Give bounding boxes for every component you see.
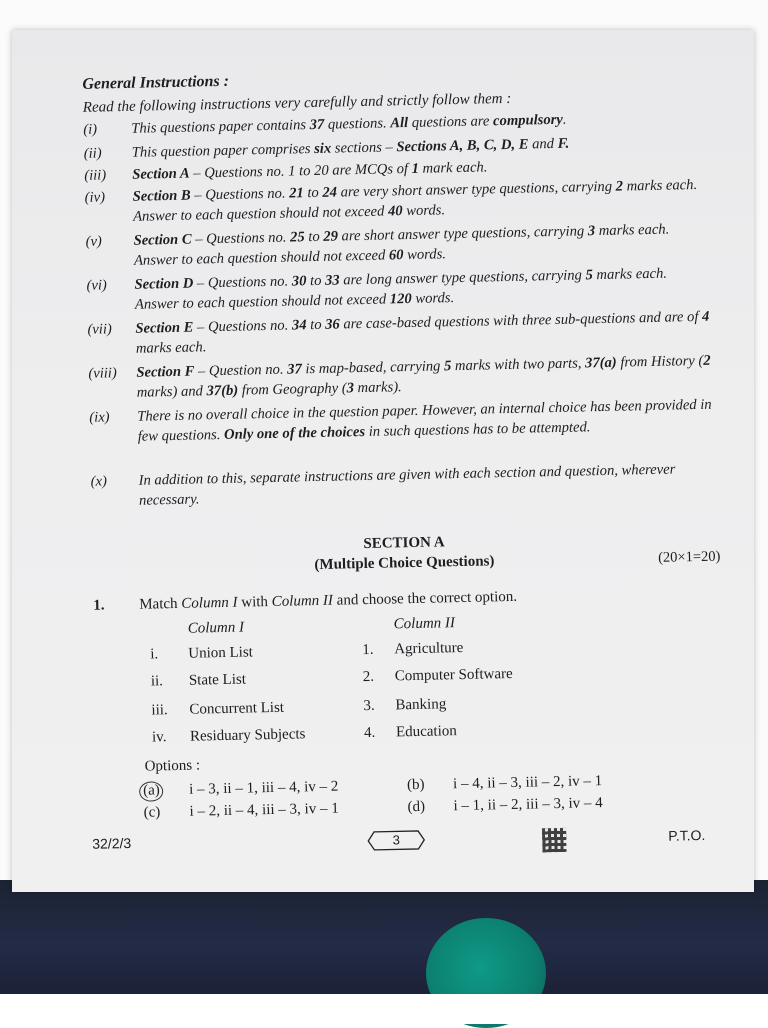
section-marks: (20×1=20)	[657, 548, 721, 566]
column-one-item: State List	[188, 671, 247, 689]
instruction-item	[89, 395, 716, 448]
paper-code: 32/2/3	[92, 834, 132, 852]
instruction-number: (ii)	[83, 145, 102, 162]
qr-code-icon	[542, 828, 566, 852]
general-instructions-title: General Instructions :	[82, 72, 230, 93]
row-number: 3.	[363, 697, 375, 715]
question-number: 1.	[93, 597, 105, 614]
column-one-item: Concurrent List	[189, 699, 285, 718]
instruction-text: Section D – Questions no. 30 to 33 are long answer type questions, carrying 5 marks each. Answer to each question should not exceed 120 words.	[134, 265, 668, 313]
instruction-text: This questions paper contains 37 questions. All questions are compulsory.	[131, 111, 567, 137]
column-two-item: Banking	[395, 696, 447, 714]
row-number: 2.	[362, 668, 375, 686]
row-roman-numeral: iii.	[151, 702, 168, 719]
general-instructions-intro: Read the following instructions very carefully and strictly follow them :	[82, 90, 512, 116]
instruction-text: Section B – Questions no. 21 to 24 are very short answer type questions, carrying 2 marks each. Answer to each question should not exceed 40 words.	[132, 176, 698, 225]
option-label[interactable]: (b)	[406, 776, 425, 794]
column-two-heading: Column II	[393, 615, 456, 633]
option-label[interactable]: (c)	[143, 804, 161, 821]
column-one-heading: Column I	[187, 619, 245, 637]
column-two-item: Education	[395, 723, 457, 741]
pto-label: P.T.O.	[668, 826, 706, 844]
instruction-number: (viii)	[88, 365, 117, 382]
page-number: 3	[392, 832, 401, 848]
row-number: 1.	[362, 641, 374, 659]
column-two-item: Agriculture	[394, 639, 464, 658]
option-label[interactable]: (d)	[407, 798, 426, 816]
options-label: Options :	[144, 757, 201, 775]
section-subtitle: (Multiple Choice Questions)	[314, 553, 495, 574]
instruction-number: (iv)	[84, 189, 106, 206]
instruction-number: (ix)	[89, 409, 110, 426]
question-text: Match Column I with Column II and choose the correct option.	[139, 588, 518, 613]
option-text[interactable]: i – 2, ii – 4, iii – 3, iv – 1	[189, 800, 339, 820]
instruction-number: (iii)	[84, 167, 107, 184]
option-text[interactable]: i – 1, ii – 2, iii – 3, iv – 4	[453, 795, 603, 815]
row-roman-numeral: ii.	[150, 673, 164, 690]
instruction-text: Section F – Question no. 37 is map-based, carrying 5 marks with two parts, 37(a) from History (2 marks) and 37(b) from Geography (3 marks).	[136, 352, 711, 401]
instruction-item	[90, 459, 717, 512]
column-two-item: Computer Software	[394, 665, 513, 685]
instruction-number: (vii)	[87, 321, 112, 338]
instruction-number: (v)	[85, 233, 103, 250]
instruction-text: There is no overall choice in the question paper. However, an internal choice has been provided in few questions. Only one of the choices in such questions has to be attempted.	[137, 396, 712, 445]
exam-paper-sheet	[12, 30, 754, 892]
option-text[interactable]: i – 3, ii – 1, iii – 4, iv – 2	[188, 778, 339, 798]
instruction-number: (i)	[83, 121, 98, 138]
instruction-text: This question paper comprises six sections – Sections A, B, C, D, E and F.	[131, 135, 570, 161]
instruction-text: Section E – Questions no. 34 to 36 are case-based questions with three sub-questions and are of 4 marks each.	[135, 308, 710, 357]
bottom-margin	[0, 994, 768, 1024]
column-one-item: Union List	[188, 644, 254, 662]
instruction-text: Section A – Questions no. 1 to 20 are MCQs of 1 mark each.	[132, 159, 488, 183]
column-one-item: Residuary Subjects	[189, 726, 306, 745]
row-roman-numeral: i.	[150, 646, 159, 663]
instruction-text: In addition to this, separate instructions are given with each section and question, wherever necessary.	[138, 461, 676, 509]
section-title: SECTION A	[363, 534, 445, 553]
row-number: 4.	[363, 724, 376, 742]
row-roman-numeral: iv.	[151, 729, 167, 746]
option-text[interactable]: i – 4, ii – 3, iii – 2, iv – 1	[452, 773, 603, 793]
option-label[interactable]: (a)	[142, 782, 160, 799]
instruction-number: (x)	[90, 473, 108, 490]
exam-page	[74, 55, 731, 908]
instruction-text: Section C – Questions no. 25 to 29 are short answer type questions, carrying 3 marks each. Answer to each question should not exceed 60 words.	[133, 221, 670, 269]
instruction-number: (vi)	[86, 277, 107, 294]
